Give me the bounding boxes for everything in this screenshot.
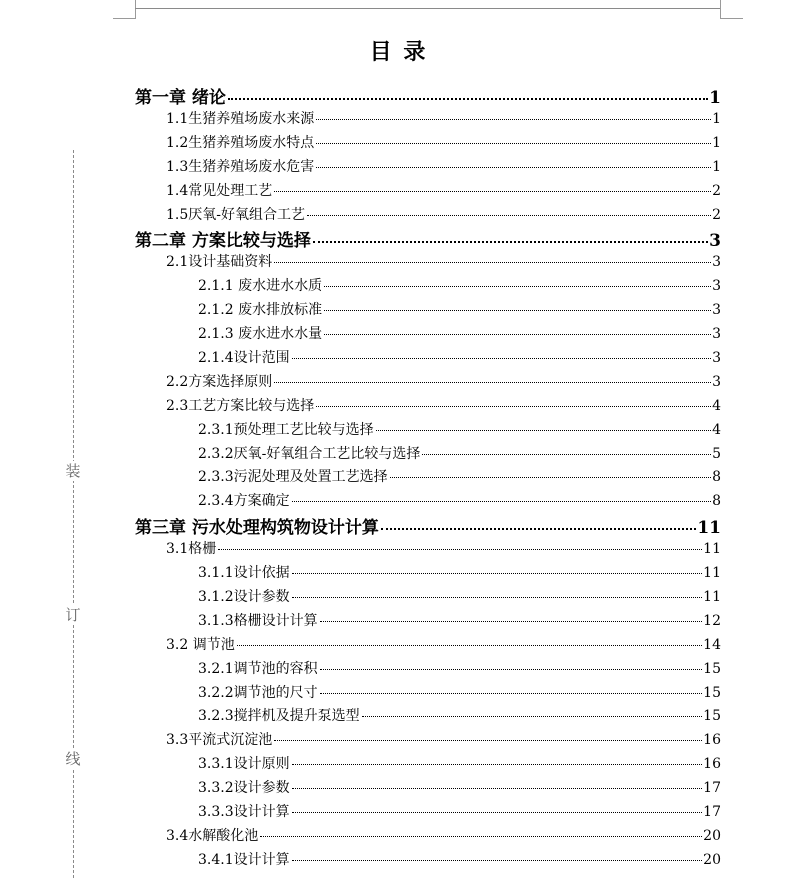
- toc-section-entry[interactable]: [198, 849, 721, 873]
- toc-dot-leader: [292, 501, 711, 502]
- toc-page-number: 1: [712, 111, 721, 127]
- toc-dot-leader: [292, 597, 703, 598]
- toc-page-number: 3: [709, 231, 721, 251]
- toc-page-number: 4: [712, 422, 721, 438]
- toc-entry-label: 2.3.4方案确定: [198, 493, 290, 509]
- toc-entry-label: 1.4常见处理工艺: [166, 183, 273, 199]
- toc-entry-label: 3.1.3格栅设计计算: [198, 613, 318, 629]
- toc-dot-leader: [218, 549, 702, 550]
- toc-page-number: 3: [712, 350, 721, 366]
- toc-section-entry[interactable]: [166, 108, 721, 132]
- binding-char-ding: 订: [65, 606, 81, 624]
- toc-entry-label: 第一章 绪论: [135, 88, 226, 108]
- toc-dot-leader: [274, 382, 711, 383]
- toc-section-entry[interactable]: [198, 801, 721, 825]
- toc-page-number: 3: [712, 374, 721, 390]
- toc-section-entry[interactable]: [198, 610, 721, 634]
- toc-dot-leader: [381, 528, 696, 530]
- toc-dot-leader: [292, 860, 703, 861]
- toc-entry-label: 3.1.1设计依据: [198, 565, 290, 581]
- toc-entry-label: 2.3.2厌氧-好氧组合工艺比较与选择: [198, 446, 421, 462]
- toc-page-number: 3: [712, 302, 721, 318]
- toc-page-number: 15: [703, 708, 721, 724]
- toc-entry-label: 第二章 方案比较与选择: [135, 231, 311, 251]
- toc-dot-leader: [324, 286, 711, 287]
- toc-entry-label: 2.3工艺方案比较与选择: [166, 398, 315, 414]
- toc-section-entry[interactable]: [198, 490, 721, 514]
- toc-section-entry[interactable]: [166, 395, 721, 419]
- toc-chapter-entry[interactable]: [135, 226, 721, 250]
- toc-dot-leader: [320, 693, 703, 694]
- toc-entry-label: 3.1.2设计参数: [198, 589, 290, 605]
- toc-page-number: 3: [712, 326, 721, 342]
- toc-section-entry[interactable]: [198, 777, 721, 801]
- toc-entry-label: 3.2.2调节池的尺寸: [198, 685, 318, 701]
- toc-section-entry[interactable]: [166, 204, 721, 228]
- toc-dot-leader: [316, 406, 711, 407]
- toc-section-entry[interactable]: [198, 562, 721, 586]
- page-title: 目 录: [369, 39, 428, 65]
- toc-dot-leader: [320, 669, 703, 670]
- toc-dot-leader: [274, 740, 702, 741]
- toc-page-number: 3: [712, 254, 721, 270]
- toc-dot-leader: [292, 764, 703, 765]
- toc-page-number: 15: [703, 661, 721, 677]
- toc-page-number: 16: [703, 756, 721, 772]
- toc-dot-leader: [390, 477, 711, 478]
- toc-dot-leader: [362, 716, 703, 717]
- toc-entry-label: 1.3生猪养殖场废水危害: [166, 159, 315, 175]
- toc-entry-label: 2.1.2 废水排放标准: [198, 302, 323, 318]
- toc-page-number: 11: [697, 518, 721, 538]
- toc-entry-label: 1.5厌氧-好氧组合工艺: [166, 207, 305, 223]
- toc-entry-label: 2.3.3污泥处理及处置工艺选择: [198, 469, 388, 485]
- toc-page-number: 3: [712, 278, 721, 294]
- toc-section-entry[interactable]: [166, 132, 721, 156]
- toc-page-number: 1: [712, 159, 721, 175]
- toc-page-number: 11: [703, 565, 721, 581]
- toc-entry-label: 3.3.2设计参数: [198, 780, 290, 796]
- page-corner-mark-left: [113, 0, 136, 19]
- toc-page-number: 17: [703, 804, 721, 820]
- toc-dot-leader: [316, 119, 711, 120]
- toc-dot-leader: [316, 143, 711, 144]
- toc-chapter-entry[interactable]: [135, 83, 721, 107]
- toc-section-entry[interactable]: [166, 634, 721, 658]
- toc-section-entry[interactable]: [166, 156, 721, 180]
- toc-section-entry[interactable]: [166, 538, 721, 562]
- toc-dot-leader: [274, 191, 711, 192]
- toc-dot-leader: [313, 241, 708, 243]
- toc-entry-label: 1.2生猪养殖场废水特点: [166, 135, 315, 151]
- toc-section-entry[interactable]: [166, 251, 721, 275]
- toc-page-number: 17: [703, 780, 721, 796]
- toc-dot-leader: [292, 788, 703, 789]
- toc-entry-label: 2.3.1预处理工艺比较与选择: [198, 422, 374, 438]
- toc-dot-leader: [292, 358, 711, 359]
- toc-section-entry[interactable]: [166, 729, 721, 753]
- toc-entry-label: 2.1.4设计范围: [198, 350, 290, 366]
- toc-dot-leader: [292, 812, 703, 813]
- binding-char-zhuang: 装: [65, 462, 81, 480]
- toc-entry-label: 3.2.3搅拌机及提升泵选型: [198, 708, 360, 724]
- toc-page-number: 2: [712, 183, 721, 199]
- toc-page-number: 15: [703, 685, 721, 701]
- toc-entry-label: 3.3平流式沉淀池: [166, 732, 273, 748]
- toc-dot-leader: [274, 262, 711, 263]
- toc-dot-leader: [228, 98, 708, 100]
- toc-page-number: 1: [712, 135, 721, 151]
- toc-entry-label: 3.2.1调节池的容积: [198, 661, 318, 677]
- page-top-edge: [135, 8, 720, 9]
- toc-page-number: 1: [709, 88, 721, 108]
- toc-entry-label: 3.3.3设计计算: [198, 804, 290, 820]
- toc-section-entry[interactable]: [198, 275, 721, 299]
- toc-page-number: 20: [703, 828, 721, 844]
- toc-page-number: 2: [712, 207, 721, 223]
- toc-entry-label: 3.4.1设计计算: [198, 852, 290, 868]
- toc-dot-leader: [237, 645, 702, 646]
- toc-entry-label: 第三章 污水处理构筑物设计计算: [135, 518, 379, 538]
- toc-section-entry[interactable]: [198, 299, 721, 323]
- toc-entry-label: 2.2方案选择原则: [166, 374, 273, 390]
- toc-dot-leader: [324, 310, 711, 311]
- toc-page-number: 11: [703, 589, 721, 605]
- toc-section-entry[interactable]: [198, 753, 721, 777]
- toc-section-entry[interactable]: [198, 682, 721, 706]
- toc-section-entry[interactable]: [198, 443, 721, 467]
- toc-entry-label: 2.1.1 废水进水水质: [198, 278, 323, 294]
- toc-page-number: 4: [712, 398, 721, 414]
- toc-section-entry[interactable]: [198, 419, 721, 443]
- binding-char-xian: 线: [65, 750, 81, 768]
- toc-section-entry[interactable]: [198, 347, 721, 371]
- toc-page-number: 5: [712, 446, 721, 462]
- toc-dot-leader: [422, 454, 711, 455]
- toc-entry-label: 1.1生猪养殖场废水来源: [166, 111, 315, 127]
- toc-entry-label: 3.1格栅: [166, 541, 217, 557]
- toc-entry-label: 2.1.3 废水进水水量: [198, 326, 323, 342]
- toc-section-entry[interactable]: [166, 371, 721, 395]
- toc-entry-label: 3.2 调节池: [166, 637, 235, 653]
- toc-entry-label: 3.4水解酸化池: [166, 828, 259, 844]
- toc-section-entry[interactable]: [198, 586, 721, 610]
- toc-section-entry[interactable]: [198, 658, 721, 682]
- toc-section-entry[interactable]: [198, 705, 721, 729]
- toc-section-entry[interactable]: [166, 825, 721, 849]
- toc-dot-leader: [316, 167, 711, 168]
- toc-section-entry[interactable]: [198, 323, 721, 347]
- toc-section-entry[interactable]: [198, 466, 721, 490]
- toc-dot-leader: [324, 334, 711, 335]
- toc-dot-leader: [320, 621, 703, 622]
- toc-dot-leader: [376, 430, 711, 431]
- toc-entry-label: 2.1设计基础资料: [166, 254, 273, 270]
- toc-entry-label: 3.3.1设计原则: [198, 756, 290, 772]
- toc-section-entry[interactable]: [166, 180, 721, 204]
- toc-page-number: 8: [712, 493, 721, 509]
- toc-chapter-entry[interactable]: [135, 513, 721, 537]
- toc-dot-leader: [260, 836, 702, 837]
- toc-page-number: 14: [703, 637, 721, 653]
- toc-dot-leader: [307, 215, 711, 216]
- page-corner-mark-right: [720, 0, 743, 19]
- toc-dot-leader: [292, 573, 703, 574]
- toc-page-number: 8: [712, 469, 721, 485]
- toc-page-number: 11: [703, 541, 721, 557]
- toc-page-number: 12: [703, 613, 721, 629]
- toc-page-number: 16: [703, 732, 721, 748]
- toc-page-number: 20: [703, 852, 721, 868]
